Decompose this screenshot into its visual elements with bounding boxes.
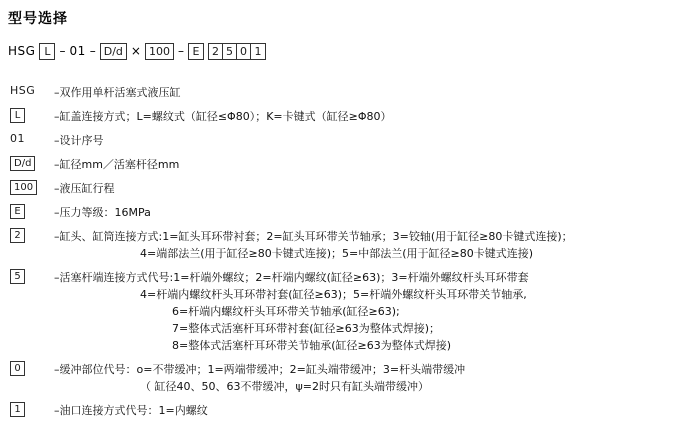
code-token-stroke: 100 bbox=[145, 43, 174, 60]
legend-key-hsg: HSG bbox=[10, 84, 36, 97]
legend-key-pressure: E bbox=[8, 204, 54, 219]
legend-value-head-connection: –缸头、缸筒连接方式:1=缸头耳环带衬套；2=缸头耳环带关节轴承；3=铰轴(用于缸径≥80卡键式连接)； 4=端部法兰(用于缸径≥80卡键式连接)；5=中部法兰(用于缸径≥80卡键式连接) bbox=[54, 230, 573, 260]
code-digit-1: 2 bbox=[209, 44, 223, 59]
legend-value-01: –设计序号 bbox=[54, 134, 104, 147]
legend-key-01: 01 bbox=[10, 132, 25, 145]
legend-value-stroke: –液压缸行程 bbox=[54, 182, 115, 195]
legend-value-hsg: –双作用单杆活塞式液压缸 bbox=[54, 86, 181, 99]
legend-row-01 bbox=[8, 132, 682, 149]
legend-row-pressure bbox=[8, 204, 682, 221]
page-title: 型号选择 bbox=[8, 11, 68, 27]
legend-key-stroke: 100 bbox=[8, 180, 54, 195]
legend-row-port bbox=[8, 402, 682, 419]
legend-row-head-connection bbox=[8, 228, 682, 262]
code-token-bore: D/d bbox=[100, 43, 127, 60]
legend-row-hsg bbox=[8, 84, 682, 101]
code-sep-1: – bbox=[59, 44, 66, 58]
legend-key-cushion: 0 bbox=[8, 361, 54, 376]
legend-row-l bbox=[8, 108, 682, 125]
code-token-E: E bbox=[188, 43, 204, 60]
legend-row-rod-connection bbox=[8, 269, 682, 354]
model-code-prefix: HSG bbox=[8, 44, 36, 58]
legend-value-cushion: –缓冲部位代号：o=不带缓冲；1=两端带缓冲；2=缸头端带缓冲；3=杆头端带缓冲 （ 缸径40、50、63不带缓冲，ψ=2时只有缸头端带缓冲） bbox=[54, 363, 466, 393]
code-sep-2: – bbox=[89, 44, 96, 58]
code-token-L: L bbox=[39, 43, 55, 60]
legend-value-l: –缸盖连接方式；L=螺纹式（缸径≤Φ80）；K=卡键式（缸径≥Φ80） bbox=[54, 110, 392, 123]
code-digit-3: 0 bbox=[237, 44, 251, 59]
legend-value-bore: –缸径mm／活塞杆径mm bbox=[54, 158, 180, 171]
legend-key-l: L bbox=[8, 108, 54, 123]
legend-key-port: 1 bbox=[8, 402, 54, 417]
legend-row-stroke bbox=[8, 180, 682, 197]
legend-value-rod-connection: –活塞杆端连接方式代号:1=杆端外螺纹；2=杆端内螺纹(缸径≥63)；3=杆端外螺纹杆头耳环带套 4=杆端内螺纹杆头耳环带衬套(缸径≥63)；5=杆端外螺纹杆头耳环带关节轴承, 6=杆端内螺纹杆头耳环带关节轴承(缸径≥63); 7=整体式活塞杆耳环带衬套(缸径≥63为整体式焊接)； 8=整体式活塞杆耳环带关节轴承(缸径≥63为整体式焊接) bbox=[54, 271, 529, 352]
legend-value-port: –油口连接方式代号：1=内螺纹 bbox=[54, 404, 208, 417]
legend-value-pressure: –压力等级：16MPa bbox=[54, 206, 151, 219]
legend-key-rod-connection: 5 bbox=[8, 269, 54, 284]
code-digit-2: 5 bbox=[223, 44, 237, 59]
model-code-line bbox=[8, 40, 270, 62]
code-token-01: 01 bbox=[69, 44, 86, 58]
code-sep-3: × bbox=[130, 44, 141, 58]
legend-key-bore: D/d bbox=[8, 156, 54, 171]
code-token-digits bbox=[208, 43, 266, 60]
legend-row-bore bbox=[8, 156, 682, 173]
code-sep-4: – bbox=[177, 44, 184, 58]
legend-key-head-connection: 2 bbox=[8, 228, 54, 243]
code-digit-4: 1 bbox=[254, 44, 262, 58]
legend-row-cushion bbox=[8, 361, 682, 395]
legend-list bbox=[8, 84, 682, 426]
